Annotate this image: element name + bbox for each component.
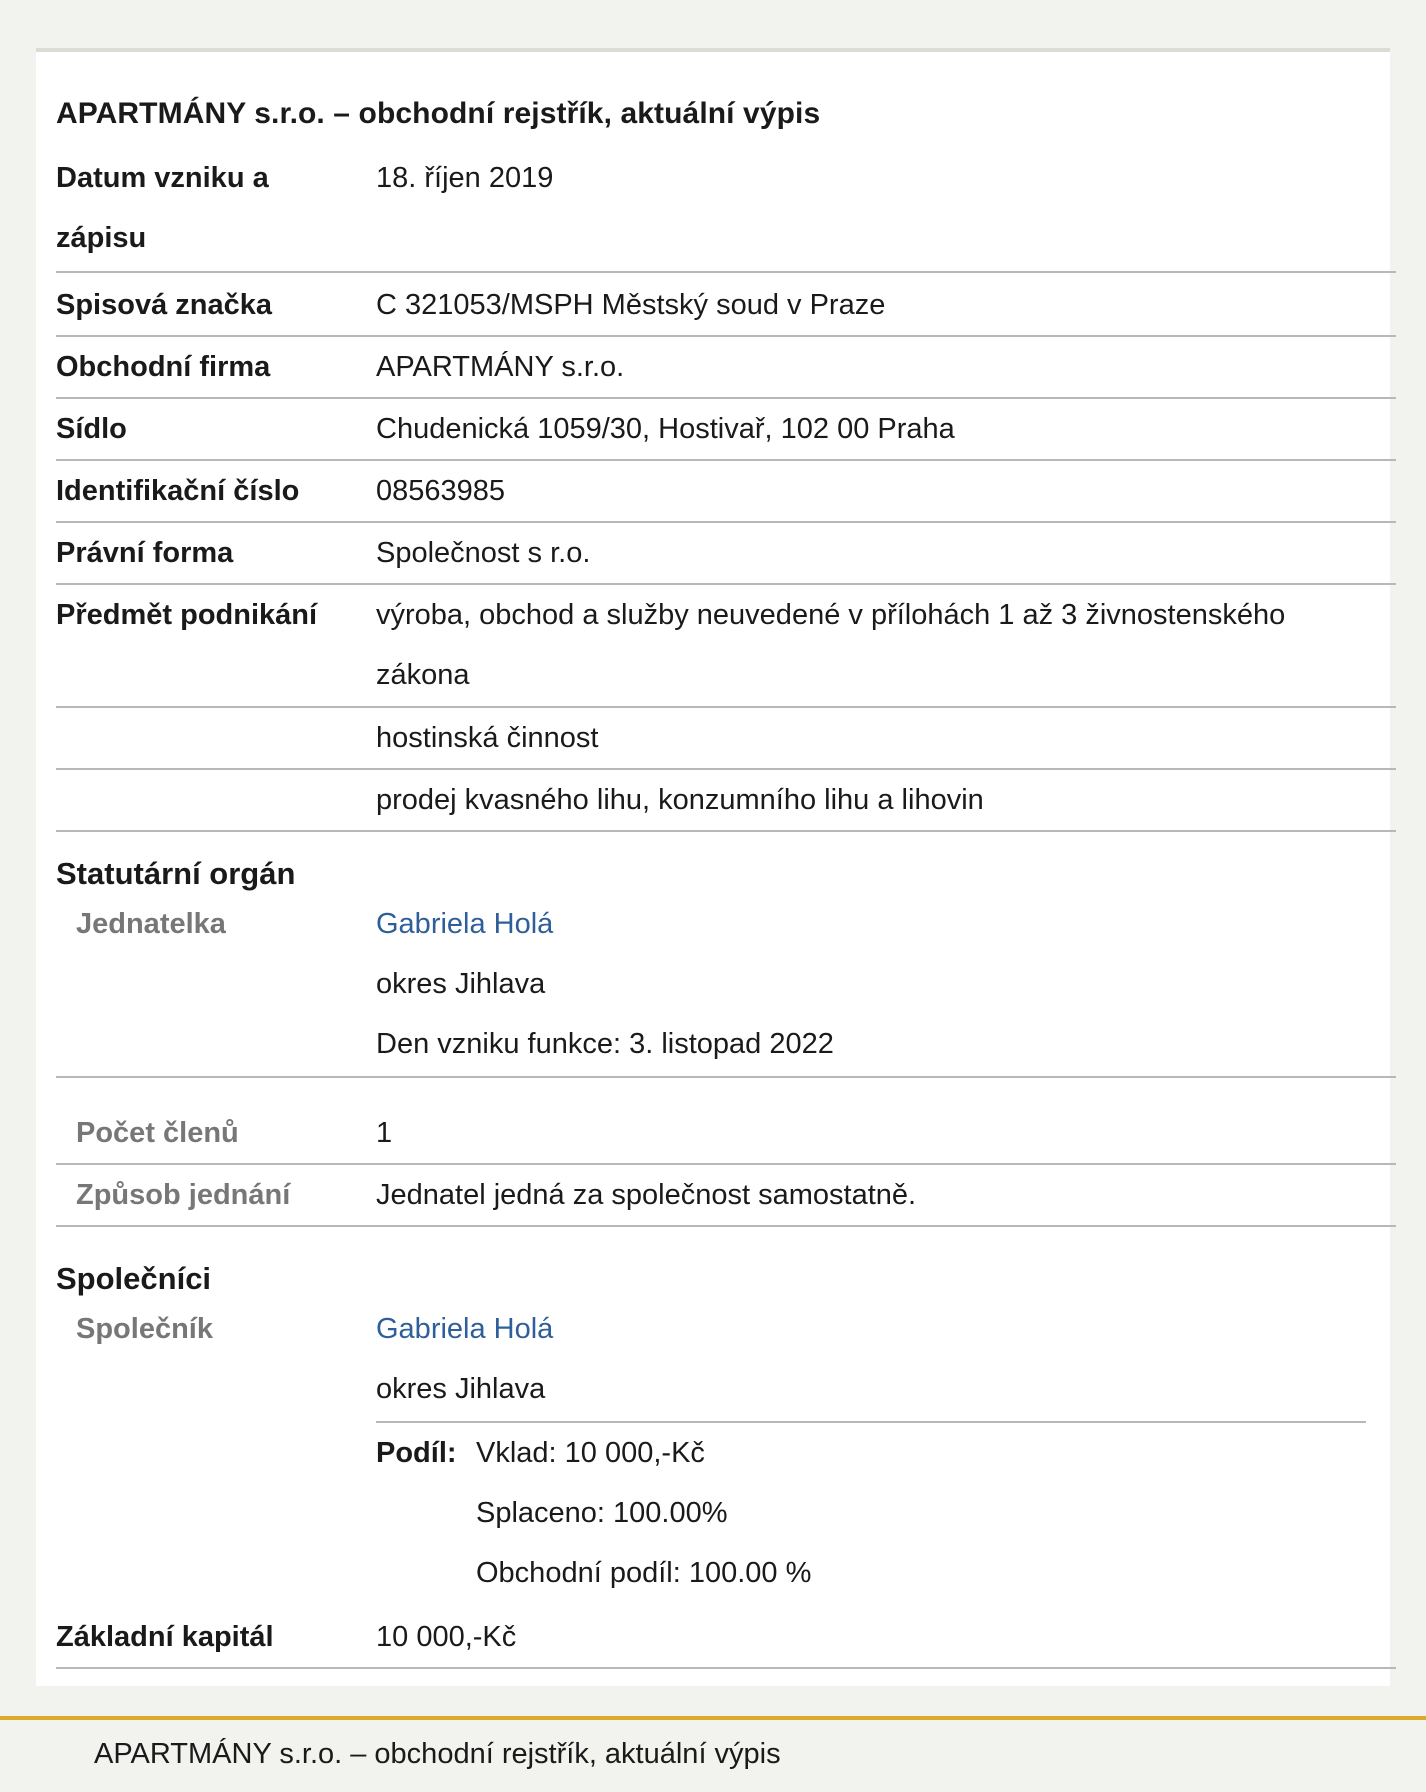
- firma-label: Obchodní firma: [56, 351, 271, 383]
- jednatelka-vznik: Den vzniku funkce: 3. listopad 2022: [376, 1028, 834, 1060]
- row-zakladni-kapital: [56, 1607, 1396, 1669]
- spolecnik-okres: okres Jihlava: [376, 1373, 546, 1405]
- kapital-value: 10 000,-Kč: [376, 1621, 517, 1653]
- datum-label-1: Datum vzniku a: [56, 162, 269, 194]
- page-title: APARTMÁNY s.r.o. – obchodní rejstřík, aktuální výpis: [56, 97, 821, 130]
- predmet-item-2: hostinská činnost: [376, 722, 599, 754]
- row-predmet-lih: [56, 770, 1396, 832]
- predmet-item-3: prodej kvasného lihu, konzumního lihu a lihovin: [376, 784, 984, 816]
- row-predmet-hostinska: [56, 708, 1396, 770]
- footer-title: APARTMÁNY s.r.o. – obchodní rejstřík, aktuální výpis: [94, 1738, 781, 1770]
- zpusob-value: Jednatel jedná za společnost samostatně.: [376, 1179, 917, 1211]
- spis-label: Spisová značka: [56, 289, 272, 321]
- kapital-label: Základní kapitál: [56, 1621, 274, 1653]
- row-predmet-podnikani: [56, 585, 1396, 708]
- statutarni-title: Statutární orgán: [56, 856, 296, 891]
- pocet-label: Počet členů: [76, 1117, 239, 1149]
- podil-splaceno: Splaceno: 100.00%: [476, 1497, 728, 1529]
- jednatelka-okres: okres Jihlava: [376, 968, 546, 1000]
- row-jednatelka: [56, 894, 1396, 1078]
- row-datum: [56, 148, 1396, 273]
- ico-value: 08563985: [376, 475, 506, 507]
- row-pravni-forma: [56, 523, 1396, 585]
- row-sidlo: [56, 399, 1396, 461]
- row-spisova-znacka: [56, 275, 1396, 337]
- spolecnici-title: Společníci: [56, 1261, 212, 1296]
- ico-label: Identifikační číslo: [56, 475, 300, 507]
- datum-label-2: zápisu: [56, 222, 147, 254]
- row-obchodni-firma: [56, 337, 1396, 399]
- row-pocet-clenu: [56, 1103, 1396, 1165]
- predmet-item-1-cont: zákona: [376, 659, 470, 691]
- jednatelka-name-link[interactable]: Gabriela Holá: [376, 908, 554, 940]
- register-extract-card: [36, 52, 1390, 1686]
- sidlo-label: Sídlo: [56, 413, 127, 445]
- spis-value: C 321053/MSPH Městský soud v Praze: [376, 289, 886, 321]
- zpusob-label: Způsob jednání: [76, 1179, 291, 1211]
- footer-divider: [0, 1716, 1426, 1720]
- spolecnik-name-link[interactable]: Gabriela Holá: [376, 1313, 554, 1345]
- predmet-item-1: výroba, obchod a služby neuvedené v přílohách 1 až 3 živnostenského: [376, 599, 1286, 631]
- row-zpusob-jednani: [56, 1165, 1396, 1227]
- jednatelka-label: Jednatelka: [76, 908, 226, 940]
- podil-vklad: Vklad: 10 000,-Kč: [476, 1437, 705, 1469]
- row-ico: [56, 461, 1396, 523]
- podil-label: Podíl:: [376, 1437, 457, 1469]
- firma-value: APARTMÁNY s.r.o.: [376, 351, 625, 383]
- forma-label: Právní forma: [56, 537, 234, 569]
- forma-value: Společnost s r.o.: [376, 537, 591, 569]
- sidlo-value: Chudenická 1059/30, Hostivař, 102 00 Praha: [376, 413, 955, 445]
- podil-obchodni: Obchodní podíl: 100.00 %: [476, 1557, 812, 1589]
- predmet-label: Předmět podnikání: [56, 599, 318, 631]
- pocet-value: 1: [376, 1117, 393, 1149]
- spolecnik-label: Společník: [76, 1313, 213, 1345]
- datum-value: 18. říjen 2019: [376, 162, 554, 194]
